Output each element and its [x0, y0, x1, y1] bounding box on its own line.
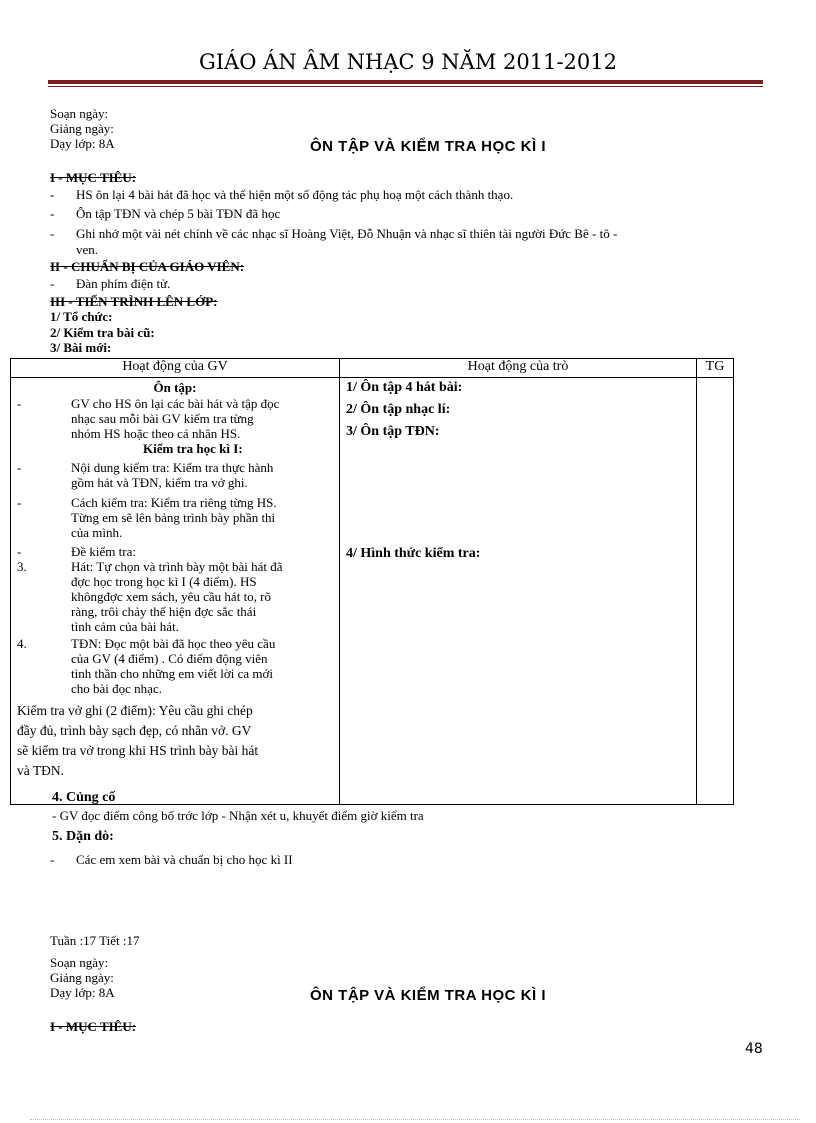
student-review-songs: 1/ Ôn tập 4 hát bài:: [346, 380, 463, 395]
notebook-check: sẽ kiểm tra vở trong khi HS trình bày bài hát: [17, 743, 259, 758]
exam-method: Cách kiểm tra: Kiểm tra riêng từng HS.: [71, 495, 277, 510]
exam-reading: TĐN: Đọc một bài đã học theo yêu cầu: [71, 636, 276, 651]
section-objectives: I - MỤC TIÊU:: [50, 170, 137, 185]
exam-singing: ràng, trôi chảy thể hiện đợc sắc thái: [71, 604, 257, 619]
step-new-lesson: 3/ Bài mới:: [50, 340, 112, 355]
notebook-check: Kiểm tra vở ghi (2 điểm): Yêu cầu ghi chép: [17, 703, 253, 718]
time-cell: [697, 378, 734, 805]
header-student: Hoạt động của trò: [340, 359, 697, 378]
header-time: TG: [697, 359, 734, 378]
homework-heading: 5. Dặn dò:: [52, 829, 114, 844]
section-procedure: III - TIẾN TRÌNH LÊN LỚP:: [50, 294, 218, 309]
review-line: nhóm HS hoặc theo cá nhân HS.: [71, 426, 241, 441]
exam-reading: tinh thần cho những em viết lời ca mới: [71, 666, 274, 681]
header-rule: [48, 80, 763, 84]
exam-content: Nội dung kiểm tra: Kiểm tra thực hành: [71, 460, 274, 475]
exam-singing: khôngđợc xem sách, yêu cầu hát to, rõ: [71, 589, 272, 604]
class-label: Dạy lớp: 8A: [50, 136, 115, 151]
exam-reading: cho bài đọc nhạc.: [71, 681, 162, 696]
notebook-check: và TĐN.: [17, 763, 64, 778]
exam-singing: Hát: Tự chọn và trình bày một bài hát đã: [71, 559, 283, 574]
notebook-check: đầy đủ, trình bày sạch đẹp, có nhãn vở. GV: [17, 723, 252, 738]
step-organize: 1/ Tổ chức:: [50, 309, 113, 324]
section-objectives-2: I - MỤC TIÊU:: [50, 1019, 137, 1034]
review-heading: Ôn tập:: [153, 380, 197, 395]
consolidate-text: - GV đọc điểm công bố trớc lớp - Nhận xét u, khuyết điểm giờ kiểm tra: [52, 808, 424, 823]
page-bottom-rule: [30, 1119, 800, 1120]
student-cell: [340, 378, 697, 805]
prep-date: Soạn ngày:: [50, 106, 109, 121]
section-preparation: II - CHUẨN BỊ CỦA GIÁO VIÊN:: [50, 259, 245, 274]
activity-table: [10, 358, 734, 805]
exam-topic: Đề kiểm tra:: [71, 544, 136, 559]
exam-content: gồm hát và TĐN, kiểm tra vở ghi.: [71, 475, 248, 490]
page-number: 48: [745, 1041, 763, 1057]
lesson-title: ÔN TẬP VÀ KIỂM TRA HỌC KÌ I: [310, 138, 547, 155]
class-label-2: Dạy lớp: 8A: [50, 985, 115, 1000]
teacher-cell: Ôn tập: - GV cho HS ôn lại các bài hát và tập đọc nhạc sau mỗi bài GV kiểm tra từng nhóm HS hoặc theo cá nhân HS. Kiểm tra học kì I: - Nội dung kiểm tra: Kiểm tra thực hành gồm hát và TĐN, kiểm tra vở ghi. - Cách kiểm tra: Kiểm tra riêng từng HS. Từng em sẽ lên bảng trình bày phần thi của mình. - Đề kiểm tra: 3. Hát: Tự chọn và trình bày một bài hát đã đợc học trong học kì I (4 điểm). HS khôngđợc xem sách, yêu cầu hát to, rõ ràng, trôi chảy thể hiện đợc sắc thái tình cảm của bài hát. 4. TĐN: Đọc một bài đã học theo yêu cầu của GV (4 điểm) . Có điểm động viên tinh thần cho những em viết lời ca mới cho bài đọc nhạc. Kiểm tra vở ghi (2 điểm): Yêu cầu ghi chép đầy đủ, trình bày sạch đẹp, có nhãn vở. GV sẽ kiểm tra vở trong khi HS trình bày bài hát và TĐN.: [11, 378, 340, 805]
lesson-title-2: ÔN TẬP VÀ KIỂM TRA HỌC KÌ I: [310, 987, 547, 1004]
review-line: nhạc sau mỗi bài GV kiểm tra từng: [71, 411, 254, 426]
exam-singing: tình cảm của bài hát.: [71, 619, 179, 634]
review-line: GV cho HS ôn lại các bài hát và tập đọc: [71, 396, 280, 411]
teach-date: Giảng ngày:: [50, 121, 114, 136]
teach-date-2: Giảng ngày:: [50, 970, 114, 985]
student-review-reading: 3/ Ôn tập TĐN:: [346, 424, 440, 439]
header-rule-thin: [48, 86, 763, 87]
consolidate-heading: 4. Củng cố: [52, 790, 116, 805]
exam-method: Từng em sẽ lên bảng trình bày phần thi: [71, 510, 276, 525]
exam-heading: Kiểm tra học kì I:: [143, 441, 243, 456]
student-exam-format: 4/ Hình thức kiểm tra:: [346, 546, 481, 561]
exam-reading: của GV (4 điểm) . Có điểm động viên: [71, 651, 268, 666]
header-teacher: Hoạt động của GV: [11, 359, 340, 378]
prep-date-2: Soạn ngày:: [50, 955, 109, 970]
exam-singing: đợc học trong học kì I (4 điểm). HS: [71, 574, 257, 589]
student-review-theory: 2/ Ôn tập nhạc lí:: [346, 402, 451, 417]
document-header: GIÁO ÁN ÂM NHẠC 9 NĂM 2011-2012: [198, 50, 618, 74]
exam-method: của mình.: [71, 525, 123, 540]
step-check-old: 2/ Kiểm tra bài cũ:: [50, 325, 155, 340]
objective-item-cont: ven.: [76, 242, 99, 257]
week-label: Tuần :17 Tiết :17: [50, 933, 140, 948]
